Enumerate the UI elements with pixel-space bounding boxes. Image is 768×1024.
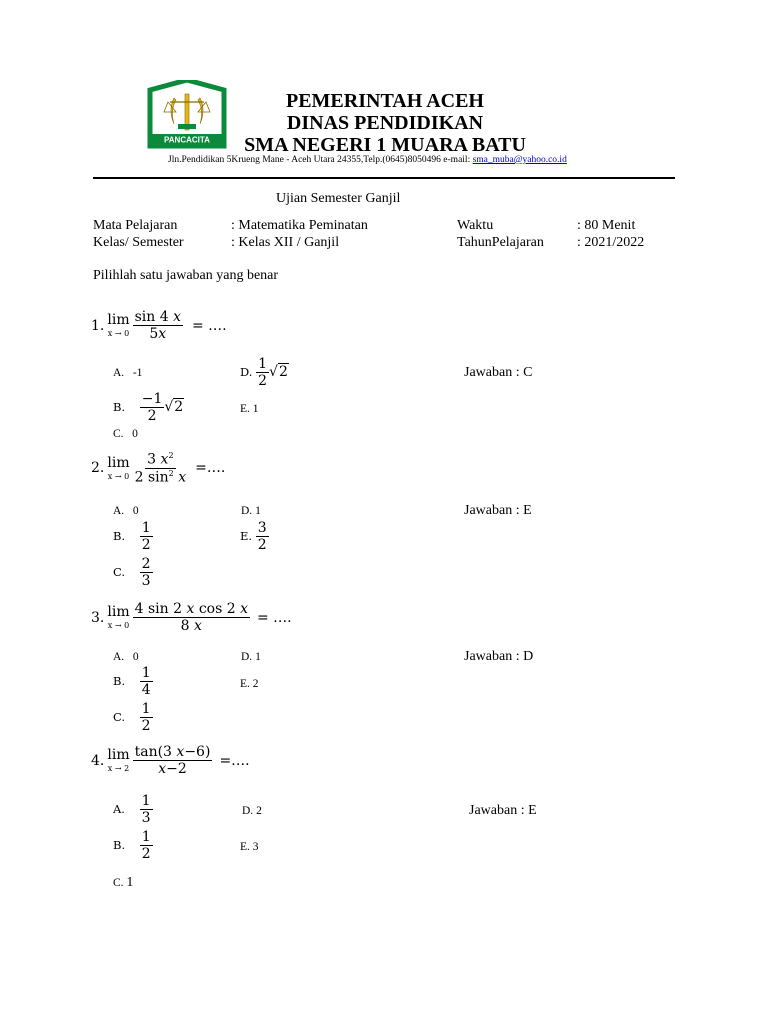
q3-tail: = …. bbox=[256, 609, 292, 626]
q1-option-d[interactable]: D. $\frac{1}{2}$ √2 bbox=[240, 356, 288, 389]
q1-num: sin 4 bbox=[134, 309, 169, 325]
q1-number: 1. bbox=[91, 317, 105, 334]
q4-lim-word: lim bbox=[107, 747, 130, 763]
header-government: PEMERINTAH ACEH bbox=[286, 90, 484, 112]
instruction: Pilihlah satu jawaban yang benar bbox=[93, 268, 279, 283]
q2-fraction bbox=[133, 452, 189, 484]
q2-answer: Jawaban : E bbox=[464, 503, 532, 518]
q1-option-a[interactable]: A. -1 bbox=[113, 367, 143, 379]
year-label: TahunPelajaran bbox=[457, 235, 544, 250]
q1-lim-word: lim bbox=[107, 312, 130, 328]
q4-fraction bbox=[133, 745, 213, 776]
q1-option-c[interactable]: C. 0 bbox=[113, 428, 138, 440]
q1-num-var: x bbox=[173, 309, 181, 325]
q2-option-e[interactable]: E. $\frac{3}{2}$ bbox=[240, 520, 267, 553]
q4-option-e[interactable]: E. 3 bbox=[240, 841, 259, 853]
header-school: SMA NEGERI 1 MUARA BATU bbox=[244, 134, 526, 156]
q3-option-e[interactable]: E. 2 bbox=[240, 678, 259, 690]
q4-num-b: (3 bbox=[157, 744, 172, 760]
q3-num-var-a: x bbox=[186, 601, 195, 617]
class-label: Kelas/ Semester bbox=[93, 235, 184, 250]
q4-number: 4. bbox=[91, 752, 105, 769]
q4-limit bbox=[107, 748, 129, 773]
q3-lim-word: lim bbox=[107, 604, 130, 620]
time-value: : 80 Menit bbox=[577, 218, 636, 233]
q1-den-var: x bbox=[158, 326, 167, 342]
subject-label: Mata Pelajaran bbox=[93, 218, 178, 233]
q4-den-var: x bbox=[158, 761, 167, 777]
q3-answer: Jawaban : D bbox=[464, 649, 534, 664]
q3-number: 3. bbox=[91, 609, 105, 626]
question-1 bbox=[91, 310, 227, 341]
q1-tail: = …. bbox=[192, 317, 227, 334]
q2-num-var: x bbox=[160, 451, 169, 468]
address-text: Jln.Pendidikan 5Krueng Mane - Aceh Utara 24355,Telp.(0645)8050496 e-mail: bbox=[168, 155, 473, 165]
header-divider bbox=[93, 177, 675, 179]
q1-answer: Jawaban : C bbox=[464, 365, 533, 380]
q2-option-d[interactable]: D. 1 bbox=[241, 505, 261, 517]
q2-number: 2. bbox=[91, 460, 105, 477]
q1-limit bbox=[107, 313, 129, 338]
q3-option-b[interactable]: B. $\frac{1}{4}$ bbox=[113, 665, 151, 698]
year-value: : 2021/2022 bbox=[577, 235, 645, 250]
q2-tail: =…. bbox=[195, 460, 226, 477]
q2-limit bbox=[107, 456, 129, 481]
q1-option-b[interactable]: B. $\frac{-1}{2}$ √2 bbox=[113, 391, 184, 424]
exam-title: Ujian Semester Ganjil bbox=[276, 191, 401, 206]
q2-option-c[interactable]: C. $\frac{2}{3}$ bbox=[113, 556, 151, 589]
q1-lim-sub: x → 0 bbox=[107, 329, 130, 338]
class-value: : Kelas XII / Ganjil bbox=[231, 235, 340, 250]
q2-option-b[interactable]: B. $\frac{1}{2}$ bbox=[113, 520, 151, 553]
q3-den-var: x bbox=[194, 618, 202, 634]
q1-fraction bbox=[133, 310, 183, 341]
time-label: Waktu bbox=[457, 218, 494, 233]
q4-option-d[interactable]: D. 2 bbox=[242, 805, 262, 817]
q3-fraction bbox=[133, 602, 250, 633]
q3-num-b: cos 2 bbox=[198, 601, 236, 617]
logo-text: PANCACITA bbox=[164, 135, 210, 145]
q4-lim-sub: x → 2 bbox=[107, 764, 130, 773]
q4-tail: =…. bbox=[219, 752, 250, 769]
q4-option-b[interactable]: B. $\frac{1}{2}$ bbox=[113, 829, 151, 862]
school-logo bbox=[146, 80, 228, 152]
q2-den-var: x bbox=[178, 469, 187, 486]
q3-num-a: 4 sin 2 bbox=[134, 601, 182, 617]
q2-den-coef: 2 sin bbox=[134, 469, 169, 486]
header-address bbox=[168, 155, 567, 166]
q3-den: 8 bbox=[180, 618, 190, 634]
q1-den: 5 bbox=[149, 326, 159, 342]
q3-num-var-b: x bbox=[240, 601, 248, 617]
q4-option-a[interactable]: A. $\frac{1}{3}$ bbox=[113, 793, 151, 826]
q4-option-c[interactable]: C. 1 bbox=[113, 875, 134, 890]
q2-num-coef: 3 bbox=[147, 451, 157, 468]
question-3 bbox=[91, 602, 292, 633]
header-department: DINAS PENDIDIKAN bbox=[286, 112, 484, 134]
q2-lim-word: lim bbox=[107, 454, 130, 471]
q2-num-sup: 2 bbox=[168, 451, 174, 460]
q1-option-e[interactable]: E. 1 bbox=[240, 403, 259, 415]
q3-option-c[interactable]: C. $\frac{1}{2}$ bbox=[113, 701, 151, 734]
q4-den-tail: −2 bbox=[166, 761, 187, 777]
q3-option-d[interactable]: D. 1 bbox=[241, 651, 261, 663]
question-4 bbox=[91, 745, 250, 776]
question-2 bbox=[91, 452, 225, 484]
q3-option-a[interactable]: A. 0 bbox=[113, 651, 139, 663]
q4-answer: Jawaban : E bbox=[469, 803, 537, 818]
q3-lim-sub: x → 0 bbox=[107, 621, 130, 630]
email-link[interactable]: sma_muba@yahoo.co.id bbox=[472, 155, 567, 165]
q2-option-a[interactable]: A. 0 bbox=[113, 505, 139, 517]
q4-num-a: tan bbox=[134, 744, 158, 760]
q4-num-var: x bbox=[176, 744, 185, 760]
q4-num-c: −6) bbox=[184, 744, 211, 760]
subject-value: : Matematika Peminatan bbox=[231, 218, 368, 233]
q3-limit bbox=[107, 605, 129, 630]
q2-den-sup: 2 bbox=[168, 468, 174, 478]
q2-lim-sub: x → 0 bbox=[107, 471, 130, 481]
